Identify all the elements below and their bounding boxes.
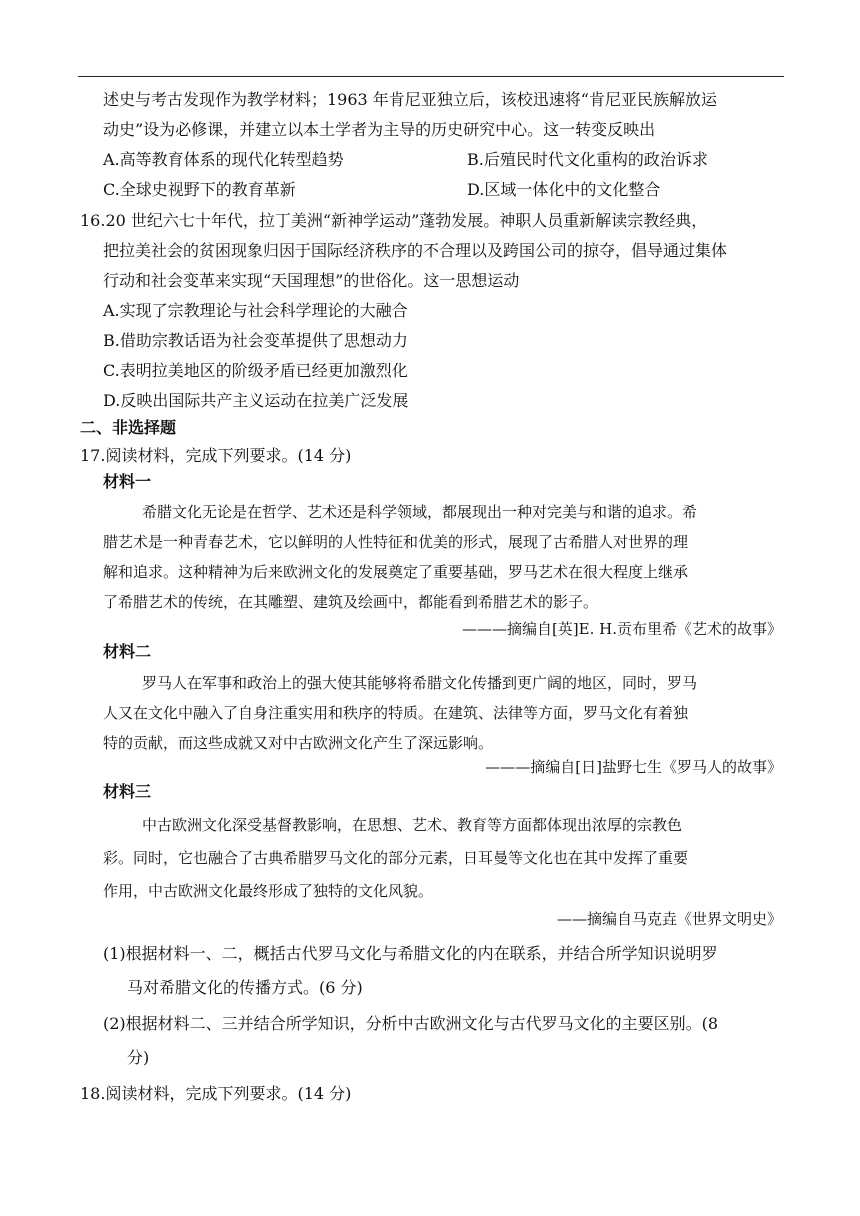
q16-stem-line-3: 行动和社会变革来实现“天国理想”的世俗化。这一思想运动: [103, 271, 520, 290]
q17-stem: 17.阅读材料，完成下列要求。(14 分): [80, 446, 352, 465]
q16-option-d: D.反映出国际共产主义运动在拉美广泛发展: [103, 391, 409, 410]
q15-option-c: C.全球史视野下的教育革新: [103, 180, 296, 199]
q17-sub2-line-2: 分): [127, 1048, 150, 1067]
material-2-line-2: 人又在文化中融入了自身注重实用和秩序的特质。在建筑、法律等方面，罗马文化有着独: [103, 704, 689, 722]
material-1-line-4: 了希腊艺术的传统，在其雕塑、建筑及绘画中，都能看到希腊艺术的影子。: [103, 593, 599, 611]
q16-option-a: A.实现了宗教理论与社会科学理论的大融合: [103, 301, 408, 320]
q17-sub2-line-1: (2)根据材料二、三并结合所学知识，分析中古欧洲文化与古代罗马文化的主要区别。(8: [103, 1014, 719, 1033]
material-3-line-3: 作用，中古欧洲文化最终形成了独特的文化风貌。: [103, 882, 434, 900]
material-2-line-1: 罗马人在军事和政治上的强大使其能够将希腊文化传播到更广阔的地区，同时，罗马: [142, 674, 698, 692]
header-rule: [78, 76, 784, 77]
q18-stem: 18.阅读材料，完成下列要求。(14 分): [80, 1084, 352, 1103]
q17-sub1-line-1: (1)根据材料一、二，概括古代罗马文化与希腊文化的内在联系，并结合所学知识说明罗: [103, 944, 718, 963]
material-3-title: 材料三: [103, 782, 152, 801]
q15-stem-line-2: 动史”设为必修课，并建立以本土学者为主导的历史研究中心。这一转变反映出: [103, 120, 656, 139]
q16-stem-line-2: 把拉美社会的贫困现象归因于国际经济秩序的不合理以及跨国公司的掠夺，倡导通过集体: [103, 241, 728, 260]
q17-sub1-line-2: 马对希腊文化的传播方式。(6 分): [127, 978, 363, 997]
material-1-line-1: 希腊文化无论是在哲学、艺术还是科学领域，都展现出一种对完美与和谐的追求。希: [142, 503, 698, 521]
material-3-line-2: 彩。同时，它也融合了古典希腊罗马文化的部分元素，日耳曼等文化也在其中发挥了重要: [103, 849, 689, 867]
material-2-line-3: 特的贡献，而这些成就又对中古欧洲文化产生了深远影响。: [103, 734, 494, 752]
q16-stem-line-1: 16.20 世纪六七十年代，拉丁美洲“新神学运动”蓬勃发展。神职人员重新解读宗教经典，: [80, 211, 708, 230]
material-2-title: 材料二: [103, 642, 152, 661]
q15-option-a: A.高等教育体系的现代化转型趋势: [103, 150, 344, 169]
material-1-line-3: 解和追求。这种精神为后来欧洲文化的发展奠定了重要基础，罗马艺术在很大程度上继承: [103, 563, 689, 581]
material-1-line-2: 腊艺术是一种青春艺术，它以鲜明的人性特征和优美的形式，展现了古希腊人对世界的理: [103, 533, 689, 551]
q15-option-d: D.区域一体化中的文化整合: [467, 180, 661, 199]
material-1-source: ———摘编自[英]E. H.贡布里希《艺术的故事》: [461, 620, 782, 638]
material-2-source: ———摘编自[日]盐野七生《罗马人的故事》: [485, 758, 782, 776]
section-heading: 二、非选择题: [80, 418, 177, 437]
q16-option-c: C.表明拉美地区的阶级矛盾已经更加激烈化: [103, 361, 408, 380]
q15-option-b: B.后殖民时代文化重构的政治诉求: [467, 150, 708, 169]
material-3-line-1: 中古欧洲文化深受基督教影响，在思想、艺术、教育等方面都体现出浓厚的宗教色: [142, 816, 683, 834]
q15-stem-line-1: 述史与考古发现作为教学材料；1963 年肯尼亚独立后，该校迅速将“肯尼亚民族解放运: [103, 90, 717, 109]
q16-option-b: B.借助宗教话语为社会变革提供了思想动力: [103, 331, 408, 350]
material-1-title: 材料一: [103, 472, 152, 491]
material-3-source: ——摘编自马克垚《世界文明史》: [556, 910, 782, 928]
